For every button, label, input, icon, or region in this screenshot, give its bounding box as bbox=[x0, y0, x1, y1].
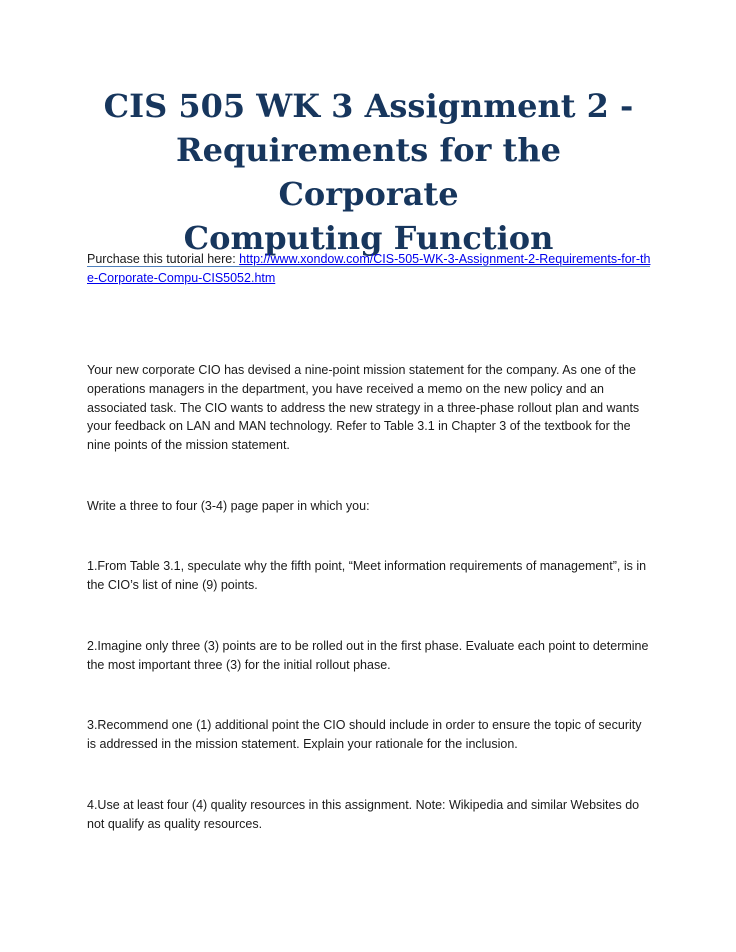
requirement-item-1: 1.From Table 3.1, speculate why the fifth point, “Meet information requirements of management”, is in the CIO’s list of nine (9) points. bbox=[87, 559, 647, 592]
requirement-item-3: 3.Recommend one (1) additional point the CIO should include in order to ensure the topic of security is addressed in the mission statement. Explain your rationale for the inclusion. bbox=[87, 718, 642, 751]
purchase-paragraph bbox=[87, 250, 652, 288]
requirement-item-4: 4.Use at least four (4) quality resources in this assignment. Note: Wikipedia and similar Websites do not qualify as quality resources. bbox=[87, 798, 640, 831]
title-line-2: Requirements for the Corporate bbox=[176, 131, 561, 213]
purchase-link[interactable]: http://www.xondow.com/CIS-505-WK-3-Assignment-2-Requirements-for-the-Corporate-Compu-CIS5052.htm bbox=[87, 252, 651, 285]
purchase-label: Purchase this tutorial here: bbox=[87, 252, 240, 266]
intro-paragraph: Your new corporate CIO has devised a nine-point mission statement for the company. As one of the operations managers in the department, you have received a memo on the new policy and an associated task. The CIO wants to address the new strategy in a three-phase rollout plan and wants your feedback on LAN and MAN technology. Refer to Table 3.1 in Chapter 3 of the textbook for the nine points of the mission statement. bbox=[87, 363, 640, 453]
instruction-paragraph: Write a three to four (3-4) page paper in which you: bbox=[87, 499, 370, 513]
title-line-1: CIS 505 WK 3 Assignment 2 - bbox=[103, 87, 634, 125]
document-title bbox=[87, 84, 650, 267]
requirement-item-2: 2.Imagine only three (3) points are to be rolled out in the first phase. Evaluate each point to determine the most important three (3) for the initial rollout phase. bbox=[87, 639, 649, 672]
title-line-3: Computing Function bbox=[183, 219, 554, 257]
